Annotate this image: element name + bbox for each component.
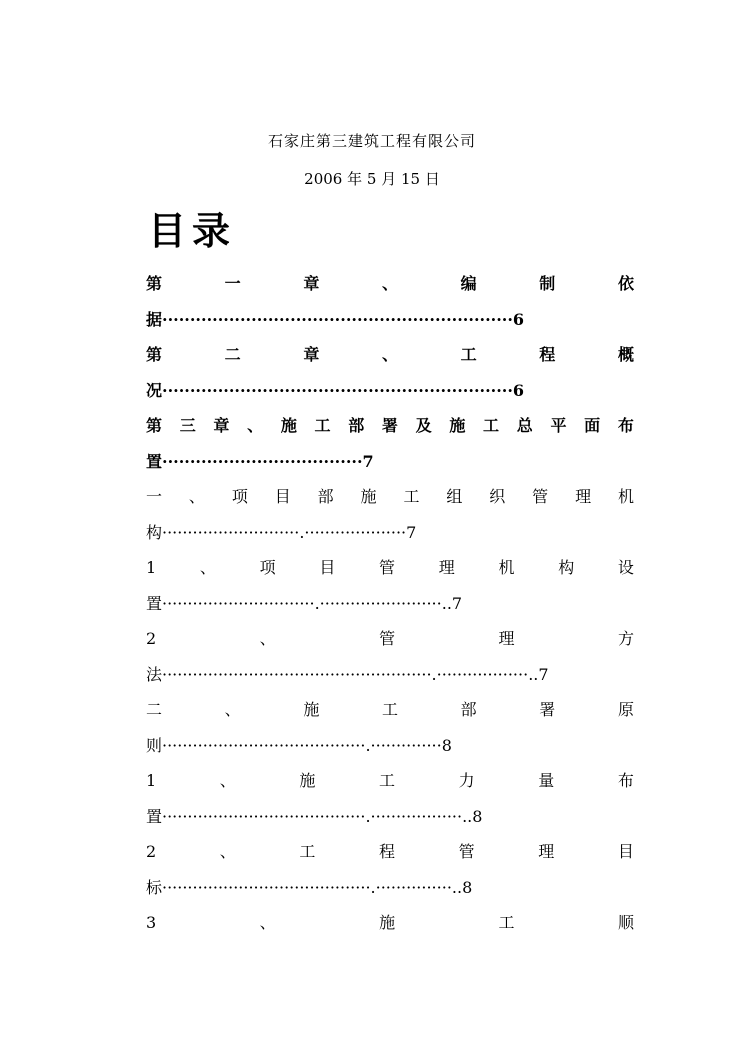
toc-heading-char: 工 [379, 771, 396, 790]
toc-heading-char: 项 [231, 487, 248, 506]
toc-heading-char: 目 [617, 842, 634, 861]
toc-heading-char: 工 [314, 416, 331, 435]
toc-heading-char: 管 [532, 487, 549, 506]
toc-heading-char: 、 [247, 416, 264, 435]
toc-entry-heading [146, 410, 634, 442]
toc-heading-char: 编 [460, 274, 477, 293]
toc-heading-char: 、 [219, 771, 236, 790]
toc-entry-heading [146, 268, 634, 300]
toc-heading-char: 工 [381, 700, 398, 719]
toc-heading-char: 目 [274, 487, 291, 506]
toc-heading-char: 工 [483, 416, 500, 435]
toc-heading-char: 构 [558, 558, 575, 577]
toc-heading-char: 工 [403, 487, 420, 506]
toc-heading-char: 工 [498, 913, 515, 932]
toc-heading-char: 工 [460, 345, 477, 364]
toc-entry-leader: 置····································7 [146, 451, 374, 471]
toc-heading-char: 概 [617, 345, 634, 364]
toc-heading-char: 总 [516, 416, 533, 435]
toc-heading-char: 1 [146, 771, 157, 790]
toc-heading-char: 目 [319, 558, 336, 577]
toc-heading-char: 部 [460, 700, 477, 719]
toc-entry-leader: 则········································.··············8 [146, 735, 452, 755]
toc-heading-char: 、 [219, 842, 236, 861]
toc-heading-char: 设 [617, 558, 634, 577]
toc-heading-char: 制 [539, 274, 556, 293]
toc-heading-char: 程 [379, 842, 396, 861]
toc-heading-char: 理 [575, 487, 592, 506]
toc-heading-char: 管 [379, 558, 396, 577]
toc-entry-leader: 况·······························································6 [146, 380, 525, 400]
document-date: 2006 年 5 月 15 日 [304, 170, 440, 188]
toc-heading-char: 一 [224, 274, 241, 293]
toc-heading-char: 、 [188, 487, 205, 506]
toc-heading-char: 、 [199, 558, 216, 577]
toc-heading-char: 第 [146, 416, 163, 435]
toc-heading-char: 3 [146, 913, 157, 932]
toc-heading-char: 章 [303, 345, 320, 364]
toc-heading-char: 、 [381, 345, 398, 364]
toc-entry-heading [146, 339, 634, 371]
toc-entry-heading [146, 623, 634, 655]
toc-heading-char: 理 [498, 629, 515, 648]
toc-entry-leader: 构···························.····················7 [146, 522, 417, 542]
toc-entry-leader: 置······························.························..7 [146, 593, 463, 613]
toc-heading-char: 章 [303, 274, 320, 293]
toc-heading-char: 一 [146, 487, 163, 506]
toc-heading-char: 及 [415, 416, 432, 435]
toc-heading-char: 施 [299, 771, 316, 790]
toc-heading-char: 、 [259, 629, 276, 648]
toc-heading-char: 工 [299, 842, 316, 861]
toc-heading-char: 章 [213, 416, 230, 435]
toc-heading-char: 管 [458, 842, 475, 861]
toc-entry-leader: 置········································.··················..8 [146, 806, 483, 826]
toc-entry-leader: 法·····················································.··················..7 [146, 664, 549, 684]
toc-heading-char: 组 [446, 487, 463, 506]
toc-heading-char: 机 [498, 558, 515, 577]
toc-heading-char: 第 [146, 345, 163, 364]
toc-heading-char: 方 [617, 629, 634, 648]
toc-heading-char: 施 [303, 700, 320, 719]
toc-entry-leader: 据·······························································6 [146, 309, 525, 329]
toc-entry-leader: 标·········································.···············..8 [146, 877, 473, 897]
toc-entry-heading [146, 836, 634, 868]
toc-heading-char: 署 [539, 700, 556, 719]
toc-heading-char: 第 [146, 274, 163, 293]
toc-heading-char: 机 [617, 487, 634, 506]
toc-heading-char: 、 [224, 700, 241, 719]
toc-heading-char: 施 [379, 913, 396, 932]
toc-heading-char: 、 [259, 913, 276, 932]
toc-heading-char: 、 [381, 274, 398, 293]
toc-heading-char: 二 [146, 700, 163, 719]
toc-heading-char: 原 [617, 700, 634, 719]
toc-heading-char: 布 [617, 416, 634, 435]
toc-heading-char: 面 [584, 416, 601, 435]
toc-heading-char: 施 [449, 416, 466, 435]
toc-heading-char: 力 [458, 771, 475, 790]
toc-heading-char: 施 [360, 487, 377, 506]
toc-heading-char: 施 [280, 416, 297, 435]
toc-entry-heading [146, 694, 634, 726]
toc-heading-char: 布 [617, 771, 634, 790]
toc-title: 目录 [148, 209, 237, 253]
toc-heading-char: 顺 [617, 913, 634, 932]
toc-heading-char: 2 [146, 629, 157, 648]
toc-heading-char: 部 [348, 416, 365, 435]
company-name: 石家庄第三建筑工程有限公司 [267, 132, 476, 150]
toc-heading-char: 三 [179, 416, 196, 435]
toc-heading-char: 二 [224, 345, 241, 364]
toc-heading-char: 平 [550, 416, 567, 435]
toc-heading-char: 署 [381, 416, 398, 435]
toc-heading-char: 量 [538, 771, 555, 790]
toc-heading-char: 管 [379, 629, 396, 648]
toc-entry-heading [146, 907, 634, 939]
toc-entry-heading [146, 765, 634, 797]
toc-heading-char: 部 [317, 487, 334, 506]
toc-entry-heading [146, 481, 634, 513]
toc-entry-heading [146, 552, 634, 584]
toc-heading-char: 理 [538, 842, 555, 861]
toc-heading-char: 理 [438, 558, 455, 577]
toc-heading-char: 2 [146, 842, 157, 861]
toc-heading-char: 程 [539, 345, 556, 364]
toc-heading-char: 项 [259, 558, 276, 577]
toc-heading-char: 依 [617, 274, 634, 293]
toc-heading-char: 1 [146, 558, 157, 577]
toc-heading-char: 织 [489, 487, 506, 506]
